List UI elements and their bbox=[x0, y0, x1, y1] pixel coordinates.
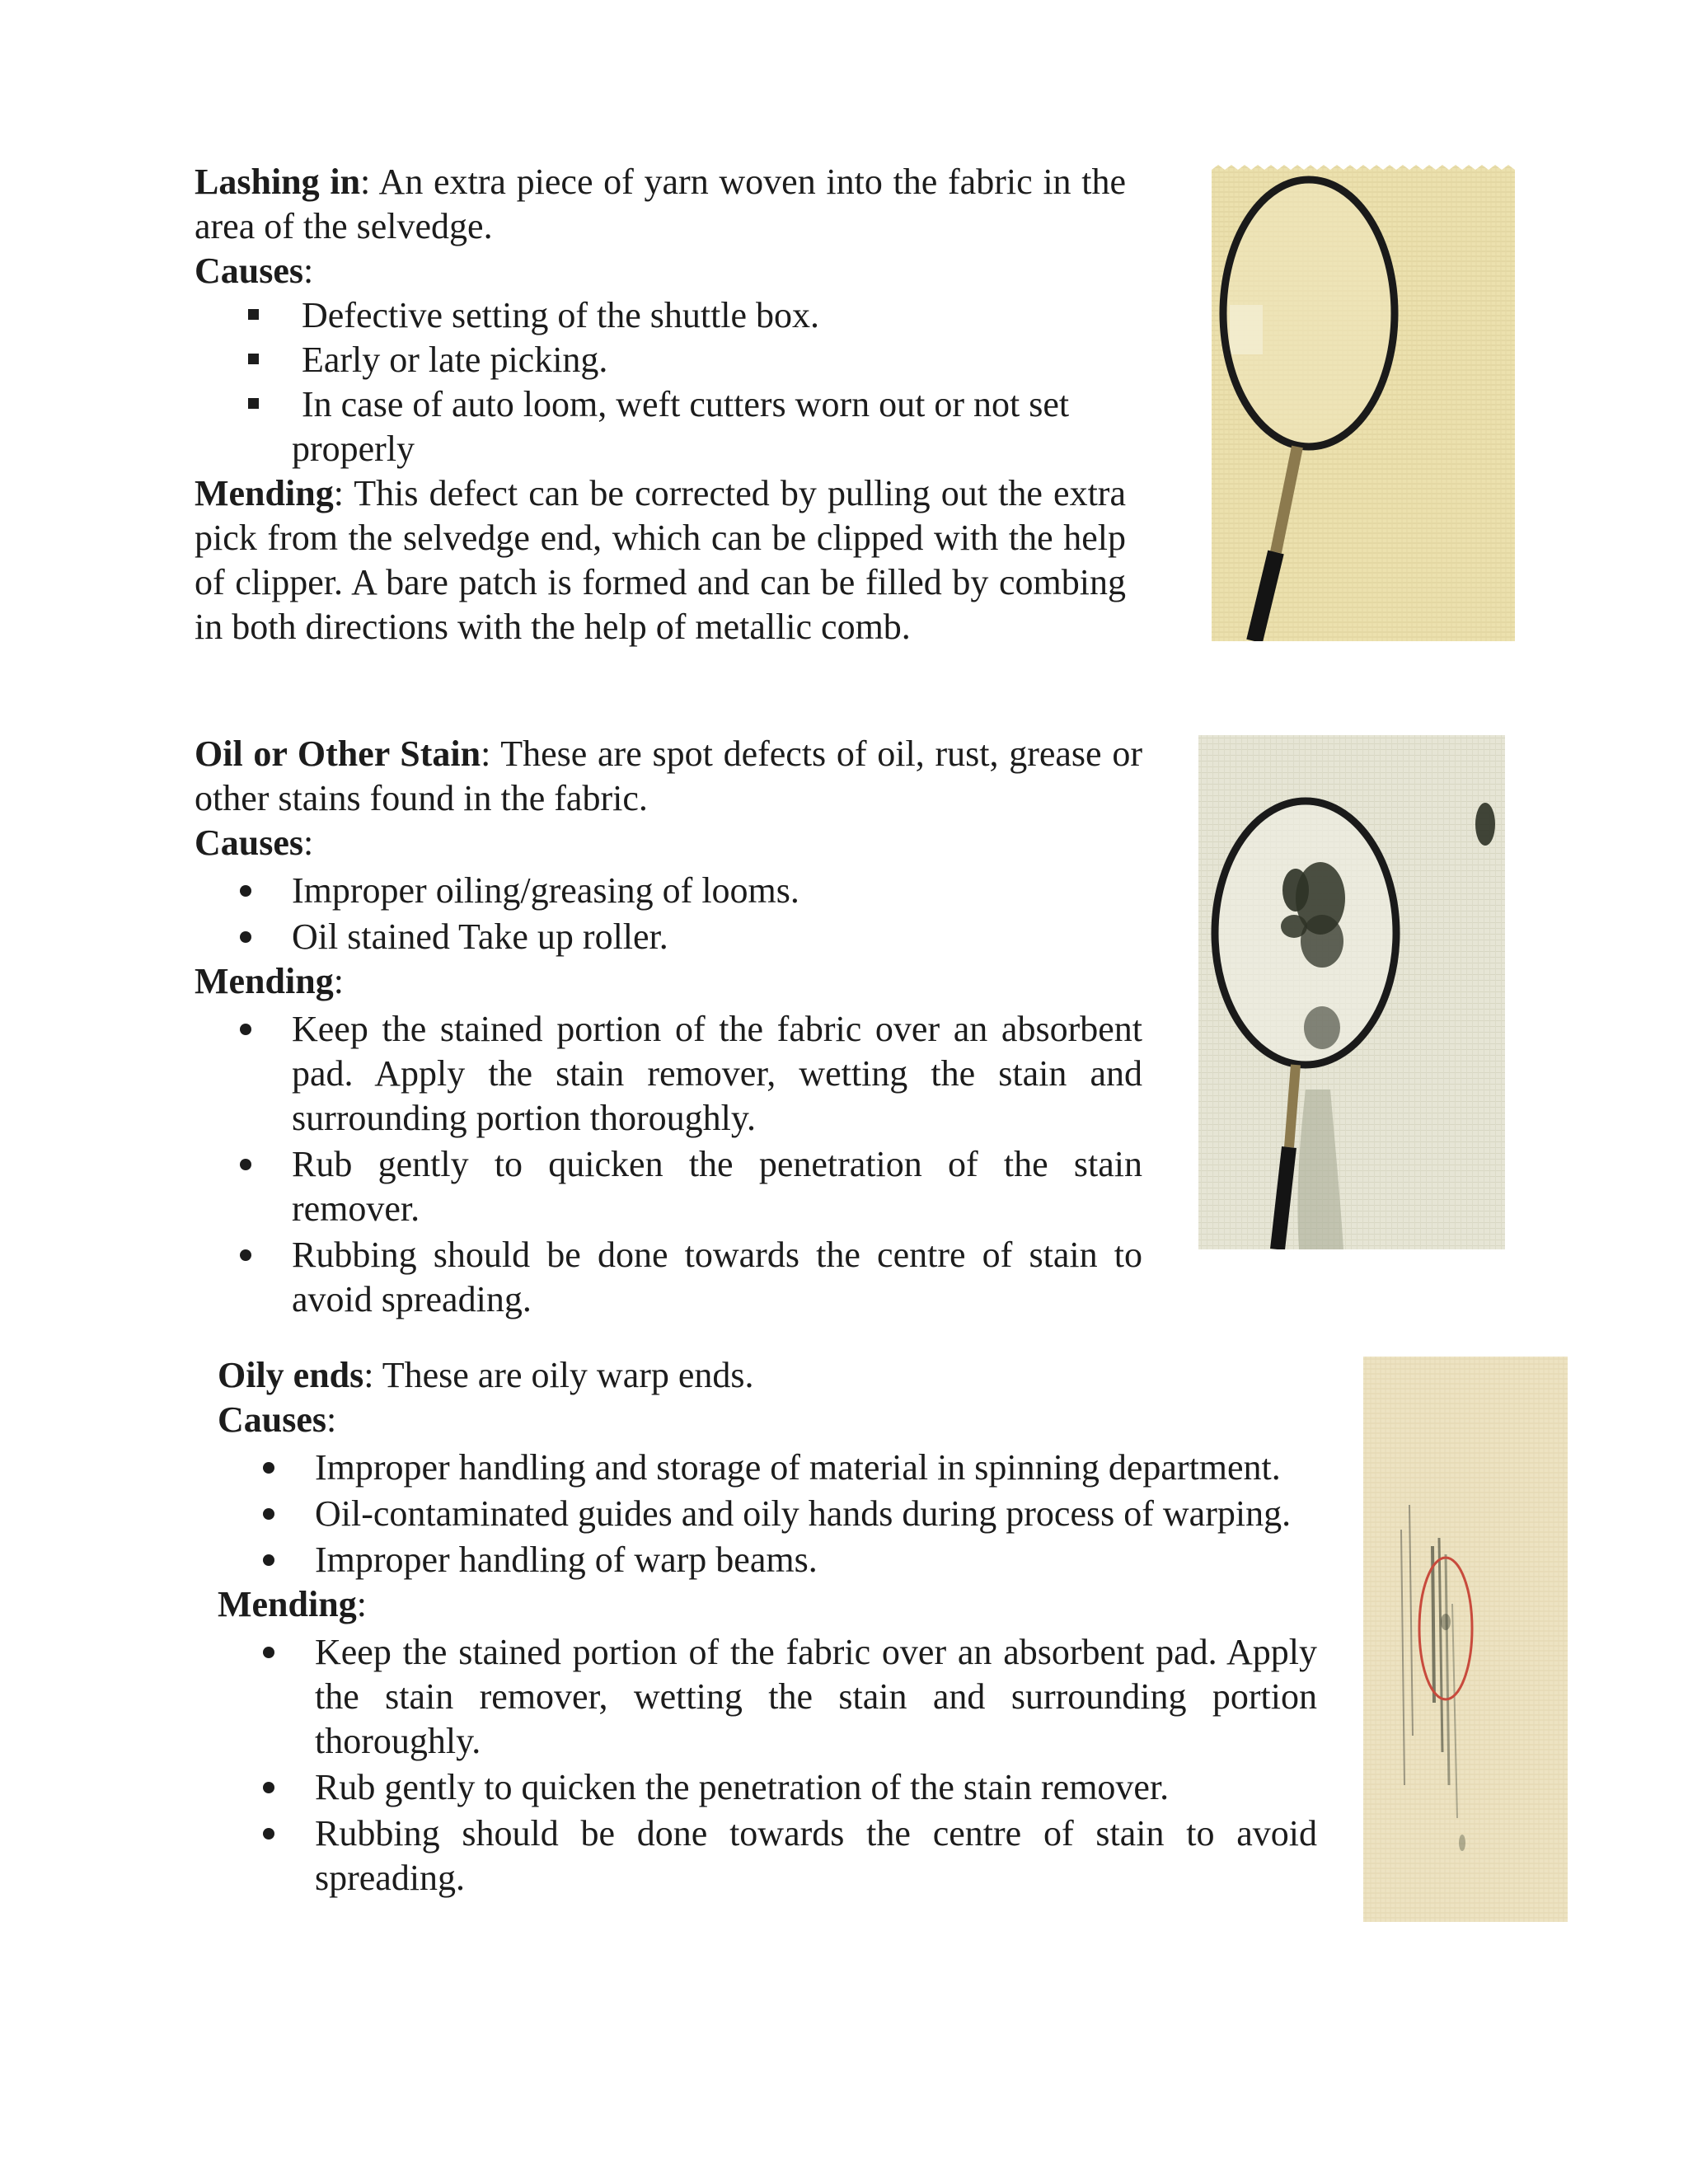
list-item: Oil-contaminated guides and oily hands during process of warping. bbox=[218, 1492, 1317, 1536]
term-oily-ends: Oily ends bbox=[218, 1355, 364, 1395]
causes-list bbox=[218, 1446, 1317, 1582]
mending-heading: Mending bbox=[195, 473, 334, 513]
oily-ends-definition: Oily ends: These are oily warp ends. bbox=[218, 1355, 754, 1395]
list-item: Keep the stained portion of the fabric over an absorbent pad. Apply the stain remover, wetting the stain and surrounding portion thoroughly. bbox=[195, 1007, 1142, 1141]
list-item-continuation: properly bbox=[292, 429, 415, 469]
list-item: Improper handling and storage of material in spinning department. bbox=[218, 1446, 1317, 1490]
lashing-in-definition: Lashing in: An extra piece of yarn woven into the fabric in the area of the selvedge. bbox=[195, 162, 1126, 246]
list-item: Keep the stained portion of the fabric over an absorbent pad. Apply the stain remover, wetting the stain and surrounding portion thoroughly. bbox=[218, 1630, 1317, 1764]
list-item: Early or late picking. bbox=[195, 338, 1126, 382]
list-item: In case of auto loom, weft cutters worn out or not set bbox=[195, 382, 1126, 427]
magnifier-illustration bbox=[1212, 165, 1515, 641]
causes-heading: Causes: bbox=[195, 823, 314, 863]
term-lashing-in: Lashing in bbox=[195, 162, 361, 202]
term-oil-or-other-stain: Oil or Other Stain bbox=[195, 733, 481, 774]
list-item: Improper handling of warp beams. bbox=[218, 1538, 1317, 1582]
causes-heading: Causes: bbox=[195, 251, 314, 291]
mending-list bbox=[195, 1007, 1142, 1322]
causes-list bbox=[195, 869, 1142, 959]
mending-heading: Mending: bbox=[195, 961, 344, 1001]
oily-ends-illustration bbox=[1363, 1357, 1568, 1922]
list-item: Oil stained Take up roller. bbox=[195, 915, 1142, 959]
section-oil-or-other-stain bbox=[195, 732, 1142, 1322]
oil-stain-magnifier-image bbox=[1198, 735, 1505, 1249]
oily-ends-fabric-image bbox=[1363, 1357, 1568, 1922]
stain-magnifier-illustration bbox=[1198, 735, 1505, 1249]
list-item: Improper oiling/greasing of looms. bbox=[195, 869, 1142, 913]
lashing-in-magnifier-image bbox=[1212, 165, 1515, 641]
list-item: Rubbing should be done towards the centre of stain to avoid spreading. bbox=[218, 1811, 1317, 1900]
mending-list bbox=[218, 1630, 1317, 1900]
list-item: Defective setting of the shuttle box. bbox=[195, 293, 1126, 338]
causes-list bbox=[195, 293, 1126, 471]
oil-stain-definition: Oil or Other Stain: These are spot defects of oil, rust, grease or other stains found in the fabric. bbox=[195, 733, 1142, 818]
list-item: Rubbing should be done towards the centre of stain to avoid spreading. bbox=[195, 1233, 1142, 1322]
list-item: Rub gently to quicken the penetration of the stain remover. bbox=[195, 1142, 1142, 1231]
causes-heading: Causes: bbox=[218, 1399, 337, 1440]
list-item: Rub gently to quicken the penetration of the stain remover. bbox=[218, 1765, 1317, 1810]
section-oily-ends bbox=[218, 1353, 1317, 1900]
mending-paragraph: Mending: This defect can be corrected by pulling out the extra pick from the selvedge end, which can be clipped with the help of clipper. A bare patch is formed and can be filled by combing in both directions with the help of metallic comb. bbox=[195, 473, 1126, 647]
section-lashing-in bbox=[195, 160, 1126, 649]
mending-heading: Mending: bbox=[218, 1584, 367, 1624]
